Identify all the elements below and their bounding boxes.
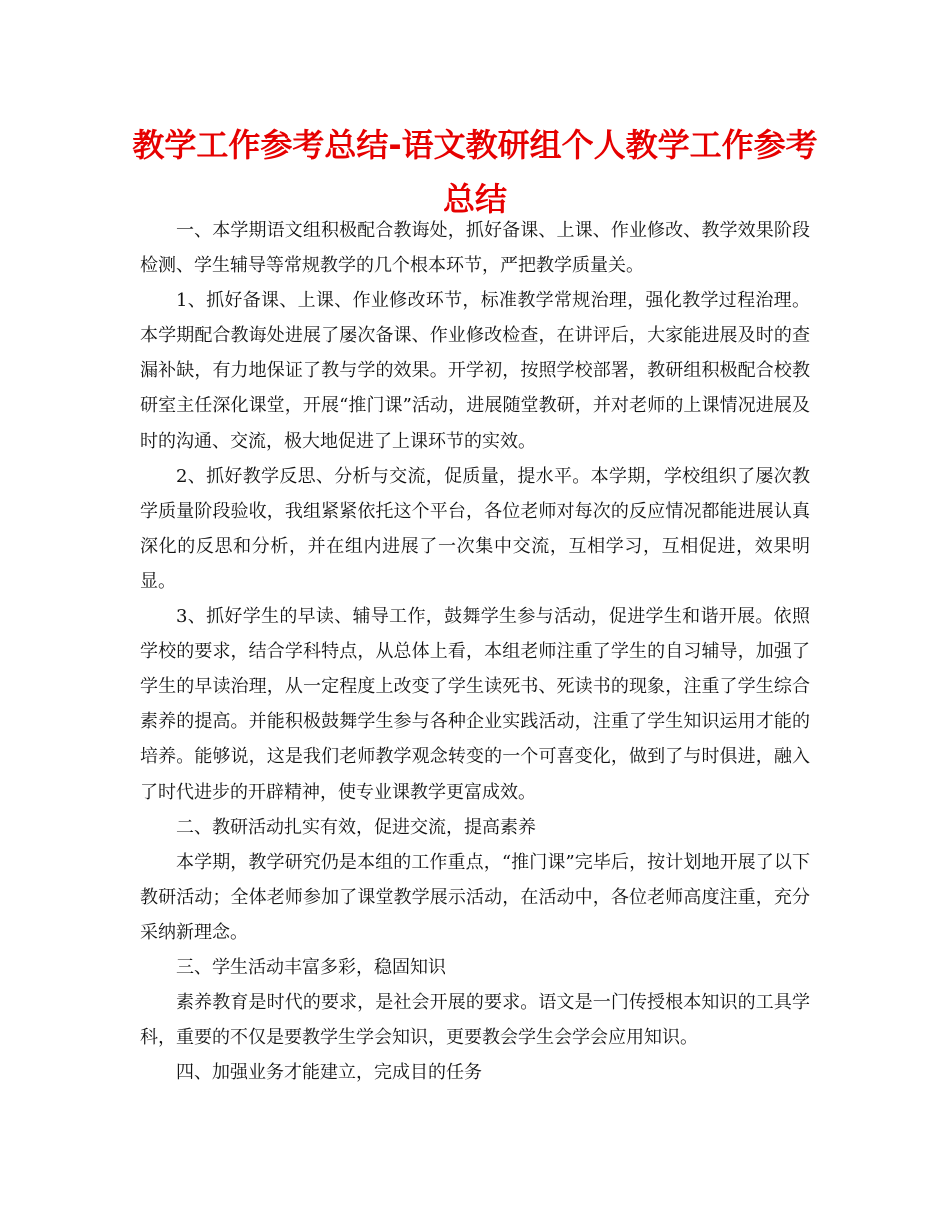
paragraph-4: 3、抓好学生的早读、辅导工作，鼓舞学生参与活动，促进学生和谐开展。依照学校的要求，结合学科特点，从总体上看，本组老师注重了学生的自习辅导，加强了学生的早读治理，从一定程度上改变了学生读死书、死读书的现象，注重了学生综合素养的提高。并能积极鼓舞学生参与各种企业实践活动，注重了学生知识运用才能的培养。能够说，这是我们老师教学观念转变的一个可喜变化，做到了与时俱进，融入了时代进步的开辟精神，使专业课教学更富成效。: [140, 606, 810, 803]
section-heading-4: 四、加强业务才能建立，完成目的任务: [176, 1062, 482, 1084]
paragraph-1: 一、本学期语文组积极配合教诲处，抓好备课、上课、作业修改、教学效果阶段检测、学生辅导等常规教学的几个根本环节，严把教学质量关。: [140, 220, 810, 277]
document-body: [140, 213, 810, 1090]
section-heading-2: 二、教研活动扎实有效，促进交流，提高素养: [176, 816, 536, 838]
paragraph-6: 本学期，教学研究仍是本组的工作重点，“推门课”完毕后，按计划地开展了以下教研活动；全体老师参加了课堂教学展示活动，在活动中，各位老师高度注重，充分采纳新理念。: [140, 851, 810, 943]
paragraph-3: 2、抓好教学反思、分析与交流，促质量，提水平。本学期，学校组织了屡次教学质量阶段验收，我组紧紧依托这个平台，各位老师对每次的反应情况都能进展认真深化的反思和分析，并在组内进展了一次集中交流，互相学习，互相促进，效果明显。: [140, 465, 810, 592]
paragraph-2: 1、抓好备课、上课、作业修改环节，标准教学常规治理，强化教学过程治理。本学期配合教诲处进展了屡次备课、作业修改检查，在讲评后，大家能进展及时的查漏补缺，有力地保证了教与学的效果。开学初，按照学校部署，教研组积极配合校教研室主任深化课堂，开展“推门课”活动，进展随堂教研，并对老师的上课情况进展及时的沟通、交流，极大地促进了上课环节的实效。: [140, 290, 810, 452]
document-title: 教学工作参考总结-语文教研组个人教学工作参考总结: [132, 126, 818, 218]
paragraph-8: 素养教育是时代的要求，是社会开展的要求。语文是一门传授根本知识的工具学科，重要的不仅是要教学生学会知识，更要教会学生会学会应用知识。: [140, 992, 810, 1049]
section-heading-3: 三、学生活动丰富多彩，稳固知识: [176, 956, 446, 978]
